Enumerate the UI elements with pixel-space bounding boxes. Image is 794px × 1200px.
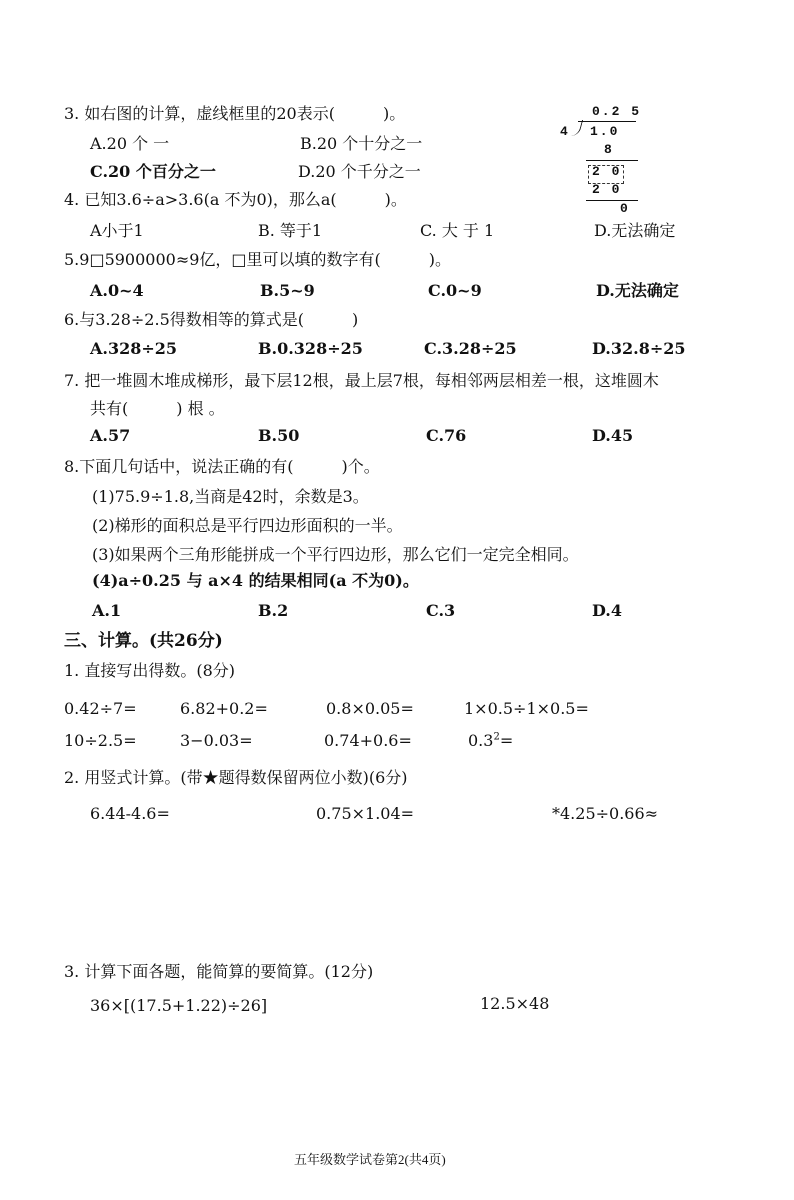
- q3-option-b: B.20 个十分之一: [300, 134, 423, 153]
- part1-r1c2: 6.82+0.2=: [180, 699, 268, 718]
- q7-option-a: A.57: [90, 426, 131, 445]
- division-quotient: 0.2 5: [592, 104, 642, 119]
- q8-stem: 8.下面几句话中，说法正确的有( )个。: [64, 457, 380, 476]
- q4-option-d: D.无法确定: [594, 221, 676, 240]
- part1-r1c1: 0.42÷7=: [64, 699, 137, 718]
- division-bar: [578, 121, 636, 122]
- q4-option-b: B. 等于1: [258, 221, 323, 240]
- q4-option-a: A小于1: [90, 221, 144, 240]
- power-exponent: 2: [493, 731, 500, 743]
- division-step1: 8: [604, 142, 614, 157]
- q5-stem: 5.9□5900000≈9亿，□里可以填的数字有( )。: [64, 250, 452, 269]
- q6-option-d: D.32.8÷25: [592, 339, 686, 358]
- power-base: 0.3: [468, 731, 494, 750]
- q5-option-d: D.无法确定: [596, 281, 679, 300]
- long-division-diagram: [560, 104, 650, 216]
- part1-r1c4: 1×0.5÷1×0.5=: [464, 699, 589, 718]
- division-step3: 2 0: [592, 182, 622, 197]
- q6-stem: 6.与3.28÷2.5得数相等的算式是( ): [64, 310, 359, 329]
- q4-stem: 4. 已知3.6÷a>3.6(a 不为0)，那么a( )。: [64, 190, 407, 209]
- part3-expr-2: 12.5×48: [480, 994, 550, 1013]
- q3-stem: 3. 如右图的计算，虚线框里的20表示( )。: [64, 104, 406, 123]
- q5-option-a: A.0~4: [90, 281, 144, 300]
- division-bracket: [566, 120, 583, 136]
- q4-option-c: C. 大 于 1: [420, 221, 495, 240]
- q8-option-a: A.1: [92, 601, 122, 620]
- q3-option-a: A.20 个 一: [90, 134, 170, 153]
- division-dividend: 1.0: [590, 124, 620, 139]
- part1-r2c3: 0.74+0.6=: [324, 731, 412, 750]
- q6-option-a: A.328÷25: [90, 339, 178, 358]
- division-step2: 2 0: [592, 164, 622, 179]
- division-remainder: 0: [620, 201, 630, 216]
- q8-statement-4: (4)a÷0.25 与 a×4 的结果相同(a 不为0)。: [92, 571, 419, 590]
- part1-title: 1. 直接写出得数。(8分): [64, 661, 236, 680]
- q8-statement-1: (1)75.9÷1.8,当商是42时，余数是3。: [92, 487, 369, 506]
- part2-title: 2. 用竖式计算。(带★题得数保留两位小数)(6分): [64, 768, 408, 787]
- q8-statement-3: (3)如果两个三角形能拼成一个平行四边形，那么它们一定完全相同。: [92, 545, 579, 564]
- part1-r2c2: 3−0.03=: [180, 731, 253, 750]
- part3-title: 3. 计算下面各题，能简算的要简算。(12分): [64, 962, 374, 981]
- q3-option-c: C.20 个百分之一: [90, 162, 216, 181]
- part1-r2c1: 10÷2.5=: [64, 731, 137, 750]
- q7-option-b: B.50: [258, 426, 300, 445]
- part1-r1c3: 0.8×0.05=: [326, 699, 414, 718]
- q8-option-d: D.4: [592, 601, 623, 620]
- q8-statement-2: (2)梯形的面积总是平行四边形面积的一半。: [92, 516, 403, 535]
- section-3-title: 三、计算。(共26分): [64, 631, 223, 651]
- part2-expr-2: 0.75×1.04=: [316, 804, 415, 823]
- q6-option-c: C.3.28÷25: [424, 339, 517, 358]
- q3-option-d: D.20 个千分之一: [298, 162, 421, 181]
- page-footer: 五年级数学试卷第2(共4页): [294, 1152, 446, 1167]
- q8-option-b: B.2: [258, 601, 289, 620]
- q6-option-b: B.0.328÷25: [258, 339, 363, 358]
- part3-expr-1: 36×[(17.5+1.22)÷26]: [90, 996, 268, 1015]
- division-line-2: [586, 200, 638, 201]
- q7-option-c: C.76: [426, 426, 467, 445]
- power-equals: =: [499, 731, 514, 750]
- division-line-1: [586, 160, 638, 161]
- q5-option-b: B.5~9: [260, 281, 315, 300]
- q7-stem-line1: 7. 把一堆圆木堆成梯形，最下层12根，最上层7根，每相邻两层相差一根，这堆圆木: [64, 371, 659, 390]
- q7-option-d: D.45: [592, 426, 634, 445]
- part1-r2c4: [468, 731, 513, 751]
- division-divisor: 4: [560, 124, 570, 139]
- part2-expr-1: 6.44-4.6=: [90, 804, 170, 823]
- q5-option-c: C.0~9: [428, 281, 482, 300]
- q8-option-c: C.3: [426, 601, 456, 620]
- part2-expr-3: *4.25÷0.66≈: [552, 804, 659, 823]
- q7-stem-line2: 共有( ) 根 。: [90, 399, 225, 418]
